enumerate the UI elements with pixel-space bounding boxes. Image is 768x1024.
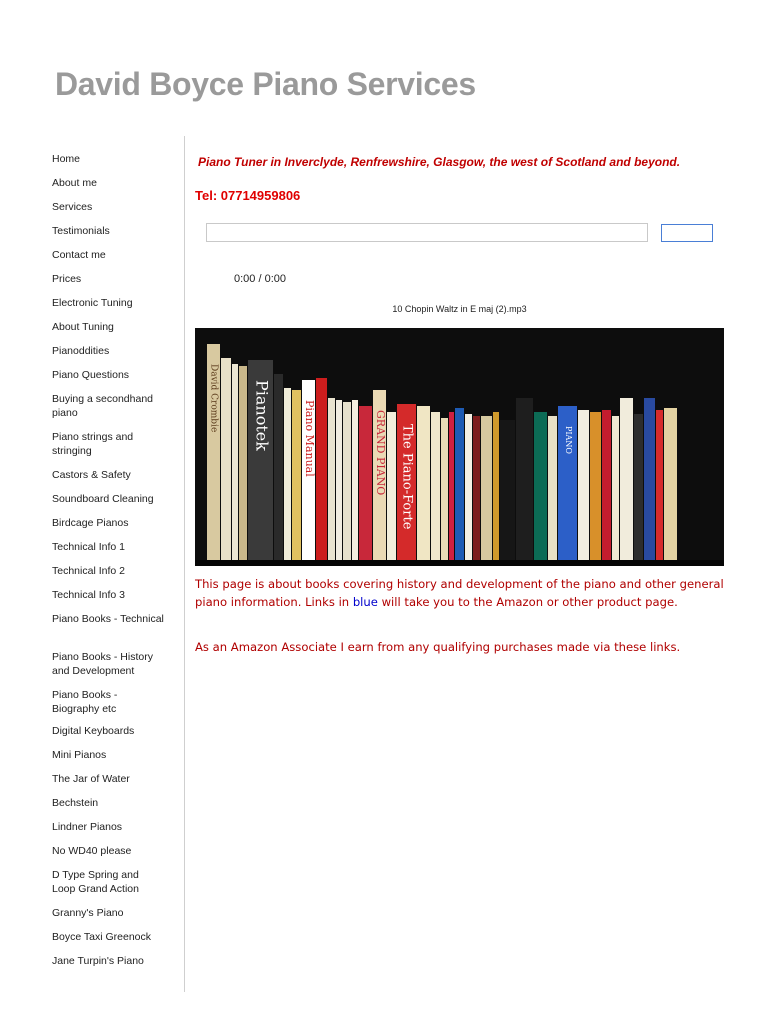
sidebar-item[interactable]: Electronic Tuning — [52, 297, 133, 309]
book-spine — [473, 416, 480, 560]
blue-link-word: blue — [352, 595, 378, 609]
book-spine — [612, 416, 619, 560]
sidebar-item[interactable]: Mini Pianos — [52, 749, 107, 761]
book-spine — [664, 408, 677, 560]
book-spine — [387, 412, 396, 560]
sidebar-item[interactable]: Pianoddities — [52, 345, 110, 357]
sidebar-item[interactable]: Technical Info 2 — [52, 565, 125, 577]
book-spine — [481, 416, 492, 560]
book-spine — [602, 410, 611, 560]
book-spine — [232, 364, 238, 560]
sidebar-item[interactable]: About Tuning — [52, 321, 114, 333]
sidebar-item[interactable]: Piano Books - Biography etc — [52, 689, 118, 715]
book-spine — [516, 398, 533, 560]
sidebar-item[interactable]: Piano Books - Technical — [52, 613, 164, 625]
book-spine-title: David Crombie — [208, 364, 219, 433]
search-input[interactable] — [206, 223, 648, 242]
sidebar-item[interactable]: Digital Keyboards — [52, 725, 135, 737]
book-spine — [634, 414, 643, 560]
sidebar-item[interactable]: No WD40 please — [52, 845, 132, 857]
book-spine — [620, 398, 633, 560]
book-spine-title: GRAND PIANO — [374, 410, 387, 496]
sidebar-item[interactable]: Lindner Pianos — [52, 821, 123, 833]
book-spine — [590, 412, 601, 560]
sidebar-item[interactable]: Jane Turpin's Piano — [52, 955, 144, 967]
book-spine — [239, 366, 247, 560]
audio-player-time[interactable]: 0:00 / 0:00 — [234, 273, 286, 285]
sidebar-item[interactable]: Home — [52, 153, 81, 165]
book-spine — [548, 416, 557, 560]
sidebar-item[interactable]: Services — [52, 201, 93, 213]
book-spine — [441, 418, 448, 560]
sidebar-item[interactable]: Boyce Taxi Greenock — [52, 931, 152, 943]
book-spine — [352, 400, 358, 560]
book-spine-title: Pianotek — [252, 380, 272, 451]
book-spine — [578, 410, 589, 560]
bookshelf-photo — [195, 328, 724, 566]
sidebar-item[interactable]: Contact me — [52, 249, 106, 261]
sidebar-item[interactable]: Piano Books - History and Development — [52, 651, 153, 677]
intro-text-before: This page is about books covering history and development of the piano and other general piano information. Links in — [195, 577, 724, 609]
book-spine — [316, 378, 327, 560]
sidebar-divider — [184, 136, 185, 992]
sidebar-item[interactable]: Prices — [52, 273, 82, 285]
amazon-affiliate-notice: As an Amazon Associate I earn from any qualifying purchases made via these links. — [195, 640, 681, 654]
book-spine — [534, 412, 547, 560]
sidebar-item[interactable]: Granny's Piano — [52, 907, 124, 919]
sidebar-item[interactable]: About me — [52, 177, 97, 189]
intro-text-after: will take you to the Amazon or other product page. — [377, 595, 678, 609]
book-spine — [500, 420, 515, 560]
book-spine-title: The Piano-Forte — [399, 424, 415, 530]
sidebar-item[interactable]: Bechstein — [52, 797, 99, 809]
sidebar-item[interactable]: Soundboard Cleaning — [52, 493, 154, 505]
book-spine — [284, 388, 291, 560]
search-button[interactable] — [661, 224, 713, 242]
sidebar-item[interactable]: Testimonials — [52, 225, 110, 237]
site-title: David Boyce Piano Services — [55, 66, 476, 102]
book-spine — [493, 412, 499, 560]
telephone-number: Tel: 07714959806 — [195, 188, 301, 203]
book-spine — [455, 408, 464, 560]
sidebar-item[interactable]: Piano strings and stringing — [52, 431, 134, 457]
tagline: Piano Tuner in Inverclyde, Renfrewshire, Glasgow, the west of Scotland and beyond. — [198, 155, 681, 169]
sidebar-item[interactable]: Birdcage Pianos — [52, 517, 129, 529]
sidebar-item[interactable]: Castors & Safety — [52, 469, 131, 481]
sidebar-item[interactable]: Technical Info 3 — [52, 589, 125, 601]
book-spine-title: Piano Manual — [303, 400, 316, 477]
audio-file-caption: 10 Chopin Waltz in E maj (2).mp3 — [392, 304, 527, 314]
book-spine — [336, 400, 342, 560]
book-spine — [417, 406, 430, 560]
book-spine — [328, 398, 335, 560]
book-spine-title: PIANO — [564, 426, 573, 454]
book-spine — [431, 412, 440, 560]
book-spine — [343, 402, 351, 560]
book-spine — [656, 410, 663, 560]
sidebar-item[interactable]: Piano Questions — [52, 369, 130, 381]
book-spine — [221, 358, 231, 560]
book-spine — [644, 398, 655, 560]
book-spine — [292, 390, 301, 560]
book-spine — [274, 374, 283, 560]
shelf-edge — [195, 560, 724, 566]
sidebar-item[interactable]: D Type Spring and Loop Grand Action — [52, 869, 139, 895]
book-spine — [359, 406, 372, 560]
sidebar-item[interactable]: Technical Info 1 — [52, 541, 125, 553]
book-spine — [449, 412, 454, 560]
intro-paragraph — [195, 575, 725, 611]
book-spine — [465, 414, 472, 560]
sidebar-item[interactable]: The Jar of Water — [52, 773, 130, 785]
sidebar-item[interactable]: Buying a secondhand piano — [52, 393, 153, 419]
